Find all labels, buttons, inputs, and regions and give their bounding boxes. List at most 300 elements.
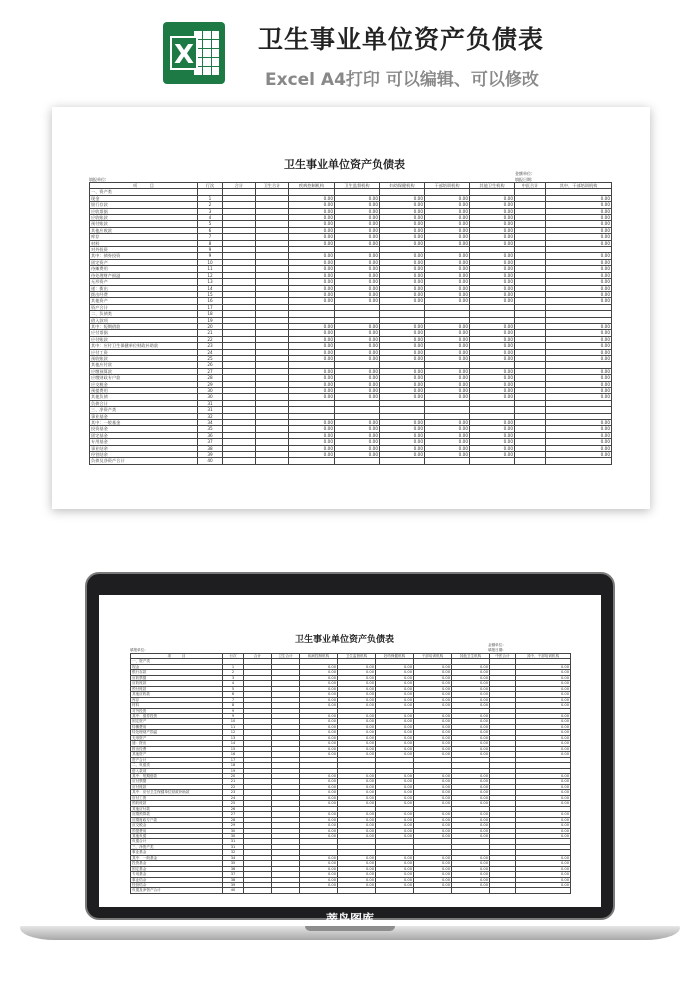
column-header: 其他卫生机构 [452, 654, 490, 659]
balance-sheet-table [89, 182, 612, 465]
row-value: 0.00 [380, 432, 425, 438]
row-value: 0.00 [425, 208, 470, 214]
row-line-number: 8 [223, 703, 244, 708]
row-value: 0.00 [338, 703, 376, 708]
row-value: 0.00 [335, 439, 380, 445]
row-item-label: 其他应付款 [131, 806, 223, 811]
row-value: 0.00 [470, 349, 515, 355]
row-item-label: 应交税金 [90, 381, 198, 387]
row-value: 0.00 [425, 253, 470, 259]
row-value: 0.00 [425, 215, 470, 221]
row-line-number: 9 [198, 247, 223, 253]
row-item-label: 固定资产 [131, 719, 223, 724]
row-value: 0.00 [335, 336, 380, 342]
row-value: 0.00 [414, 735, 452, 740]
row-value: 0.00 [470, 298, 515, 304]
row-value: 0.00 [338, 855, 376, 860]
row-value: 0.00 [414, 784, 452, 789]
row-line-number: 19 [223, 768, 244, 773]
row-value: 0.00 [376, 670, 414, 675]
row-line-number: 31 [223, 844, 244, 849]
row-line-number: 9 [223, 713, 244, 718]
row-value: 0.00 [376, 833, 414, 838]
row-line-number: 20 [198, 323, 223, 329]
row-value: 0.00 [425, 259, 470, 265]
row-value: 0.00 [300, 703, 338, 708]
row-value: 0.00 [425, 240, 470, 246]
row-value: 0.00 [470, 259, 515, 265]
row-line-number: 23 [223, 790, 244, 795]
row-value: 0.00 [414, 861, 452, 866]
row-value: 0.00 [546, 291, 612, 297]
row-line-number: 8 [198, 240, 223, 246]
row-value: 0.00 [546, 343, 612, 349]
row-value: 0.00 [546, 240, 612, 246]
row-value: 0.00 [380, 381, 425, 387]
row-line-number: 13 [223, 735, 244, 740]
row-item-label: 应付工资 [131, 795, 223, 800]
row-value: 0.00 [300, 790, 338, 795]
row-value: 0.00 [300, 724, 338, 729]
row-value: 0.00 [452, 866, 490, 871]
row-value: 0.00 [289, 420, 335, 426]
row-value: 0.00 [414, 741, 452, 746]
row-value: 0.00 [546, 432, 612, 438]
excel-icon [163, 22, 225, 84]
row-value: 0.00 [338, 828, 376, 833]
row-value: 0.00 [470, 202, 515, 208]
row-value: 0.00 [425, 355, 470, 361]
row-value: 0.00 [380, 240, 425, 246]
row-item-label: 拨出经费 [131, 746, 223, 751]
row-value: 0.00 [516, 790, 571, 795]
row-item-label: 其中：债券投资 [131, 713, 223, 718]
row-line-number: 35 [223, 861, 244, 866]
row-line-number: 19 [198, 317, 223, 323]
row-value: 0.00 [289, 234, 335, 240]
row-value: 0.00 [380, 291, 425, 297]
row-value: 0.00 [289, 298, 335, 304]
row-value: 0.00 [452, 828, 490, 833]
row-line-number: 25 [223, 801, 244, 806]
row-value: 0.00 [338, 877, 376, 882]
row-line-number: 31 [223, 839, 244, 844]
empty-cell [452, 888, 490, 893]
row-value: 0.00 [546, 253, 612, 259]
row-value: 0.00 [546, 298, 612, 304]
row-value: 0.00 [414, 675, 452, 680]
row-value: 0.00 [335, 432, 380, 438]
empty-cell [289, 458, 335, 464]
row-value: 0.00 [425, 445, 470, 451]
row-value: 0.00 [289, 355, 335, 361]
row-line-number: 11 [223, 724, 244, 729]
row-value: 0.00 [380, 227, 425, 233]
row-value: 0.00 [516, 681, 571, 686]
row-value: 0.00 [335, 355, 380, 361]
row-value: 0.00 [470, 195, 515, 201]
row-value: 0.00 [425, 368, 470, 374]
row-value: 0.00 [335, 202, 380, 208]
row-value: 0.00 [338, 812, 376, 817]
column-header: 项 目 [131, 654, 223, 659]
row-value: 0.00 [335, 420, 380, 426]
row-item-label: 事业结余 [131, 877, 223, 882]
row-value: 0.00 [452, 795, 490, 800]
row-item-label: 其中：应付卫生保健单位财政补助款 [131, 790, 223, 795]
row-value: 0.00 [338, 784, 376, 789]
row-line-number: 37 [198, 439, 223, 445]
row-value: 0.00 [516, 773, 571, 778]
row-item-label: 应付票据 [90, 330, 198, 336]
row-value: 0.00 [380, 343, 425, 349]
row-value: 0.00 [516, 664, 571, 669]
row-line-number: 12 [198, 272, 223, 278]
row-value: 0.00 [414, 697, 452, 702]
row-value: 0.00 [380, 272, 425, 278]
row-item-label: 投资基金 [131, 861, 223, 866]
row-value: 0.00 [338, 790, 376, 795]
row-value: 0.00 [425, 349, 470, 355]
row-line-number: 36 [198, 432, 223, 438]
row-value: 0.00 [414, 801, 452, 806]
row-value: 0.00 [335, 195, 380, 201]
row-value: 0.00 [470, 227, 515, 233]
row-value: 0.00 [376, 697, 414, 702]
row-value: 0.00 [300, 833, 338, 838]
row-value: 0.00 [376, 752, 414, 757]
row-value: 0.00 [376, 872, 414, 877]
row-value: 0.00 [380, 234, 425, 240]
row-line-number: 21 [223, 779, 244, 784]
column-header: 干部培训机构 [425, 183, 470, 189]
row-value: 0.00 [452, 823, 490, 828]
row-value: 0.00 [452, 773, 490, 778]
row-value: 0.00 [516, 703, 571, 708]
row-value: 0.00 [516, 779, 571, 784]
row-value: 0.00 [335, 266, 380, 272]
row-value: 0.00 [335, 234, 380, 240]
row-line-number: 14 [198, 285, 223, 291]
row-value: 0.00 [425, 381, 470, 387]
row-value: 0.00 [414, 872, 452, 877]
row-value: 0.00 [300, 828, 338, 833]
row-item-label: 拨出经费 [90, 291, 198, 297]
row-value: 0.00 [452, 703, 490, 708]
row-value: 0.00 [516, 877, 571, 882]
row-line-number: 5 [198, 221, 223, 227]
row-value: 0.00 [516, 866, 571, 871]
row-item-label: 应交税金 [131, 823, 223, 828]
row-value: 0.00 [452, 752, 490, 757]
row-value: 0.00 [300, 877, 338, 882]
row-value: 0.00 [335, 291, 380, 297]
row-item-label: 待摊费用 [90, 266, 198, 272]
row-value: 0.00 [470, 323, 515, 329]
row-value: 0.00 [376, 795, 414, 800]
row-value: 0.00 [289, 240, 335, 246]
row-value: 0.00 [335, 285, 380, 291]
row-value: 0.00 [452, 817, 490, 822]
row-line-number: 36 [223, 866, 244, 871]
row-value: 0.00 [338, 872, 376, 877]
row-value: 0.00 [289, 266, 335, 272]
row-value: 0.00 [289, 426, 335, 432]
sheet-title: 卫生事业单位资产负债表 [295, 635, 395, 645]
row-value: 0.00 [452, 697, 490, 702]
row-value: 0.00 [376, 730, 414, 735]
row-value: 0.00 [376, 675, 414, 680]
row-line-number: 2 [198, 202, 223, 208]
row-value: 0.00 [376, 861, 414, 866]
row-value: 0.00 [546, 215, 612, 221]
row-value: 0.00 [414, 866, 452, 871]
row-item-label: 其他资产 [131, 752, 223, 757]
row-value: 0.00 [414, 812, 452, 817]
row-value: 0.00 [452, 713, 490, 718]
row-value: 0.00 [335, 394, 380, 400]
row-line-number: 3 [198, 208, 223, 214]
row-value: 0.00 [546, 394, 612, 400]
row-value: 0.00 [289, 343, 335, 349]
row-item-label: 事业基金 [90, 413, 198, 419]
row-value: 0.00 [380, 215, 425, 221]
row-value: 0.00 [289, 394, 335, 400]
row-value: 0.00 [335, 215, 380, 221]
empty-cell [300, 888, 338, 893]
row-value: 0.00 [425, 388, 470, 394]
row-value: 0.00 [380, 208, 425, 214]
row-line-number: 13 [198, 279, 223, 285]
sheet-title: 卫生事业单位资产负债表 [284, 158, 405, 171]
row-value: 0.00 [289, 202, 335, 208]
column-header: 干部培训机构 [414, 654, 452, 659]
row-item-label: 应收账款 [90, 215, 198, 221]
row-value: 0.00 [470, 272, 515, 278]
row-value: 0.00 [414, 817, 452, 822]
row-value: 0.00 [376, 735, 414, 740]
row-value: 0.00 [470, 208, 515, 214]
row-value: 0.00 [452, 790, 490, 795]
row-value: 0.00 [289, 253, 335, 259]
row-value: 0.00 [516, 675, 571, 680]
row-value: 0.00 [452, 877, 490, 882]
row-value: 0.00 [380, 221, 425, 227]
row-item-label: 应缴财政专户款 [90, 375, 198, 381]
row-line-number: 9 [223, 708, 244, 713]
row-line-number: 6 [198, 227, 223, 233]
row-item-label: 应缴预算款 [90, 368, 198, 374]
row-item-label: 预提费用 [131, 828, 223, 833]
row-value: 0.00 [300, 741, 338, 746]
row-line-number: 1 [198, 195, 223, 201]
row-value: 0.00 [335, 259, 380, 265]
row-value: 0.00 [452, 735, 490, 740]
row-value: 0.00 [380, 445, 425, 451]
row-value: 0.00 [335, 426, 380, 432]
column-header: 合计 [223, 183, 256, 189]
row-line-number: 6 [223, 692, 244, 697]
row-value: 0.00 [338, 833, 376, 838]
excel-x-letter: X [170, 36, 198, 70]
row-item-label: 固定基金 [131, 866, 223, 871]
row-value: 0.00 [338, 719, 376, 724]
empty-cell [425, 458, 470, 464]
row-item-label: 投资基金 [90, 426, 198, 432]
row-item-label: 其中：一般基金 [90, 420, 198, 426]
row-value: 0.00 [338, 801, 376, 806]
empty-cell [335, 458, 380, 464]
row-value: 0.00 [380, 394, 425, 400]
row-value: 0.00 [452, 779, 490, 784]
row-line-number: 29 [223, 823, 244, 828]
row-value: 0.00 [376, 866, 414, 871]
row-value: 0.00 [425, 343, 470, 349]
row-value: 0.00 [300, 719, 338, 724]
row-value: 0.00 [289, 375, 335, 381]
row-value: 0.00 [335, 272, 380, 278]
sheet-amount-unit-label: 金额单位: [488, 642, 504, 647]
row-value: 0.00 [376, 719, 414, 724]
row-value: 0.00 [376, 686, 414, 691]
row-value: 0.00 [546, 349, 612, 355]
row-value: 0.00 [376, 681, 414, 686]
row-value: 0.00 [425, 279, 470, 285]
row-value: 0.00 [425, 195, 470, 201]
row-item-label: 预收账款 [90, 355, 198, 361]
row-value: 0.00 [470, 221, 515, 227]
row-value: 0.00 [380, 439, 425, 445]
row-value: 0.00 [452, 801, 490, 806]
sheet-preview-card [52, 107, 650, 509]
row-item-label: 负债合计 [90, 400, 198, 406]
row-item-label: 对外投资 [90, 247, 198, 253]
row-item-label: 无形资产 [90, 279, 198, 285]
row-item-label: 借入款项 [131, 768, 223, 773]
row-line-number: 31 [198, 400, 223, 406]
row-item-label: 其他应收款 [131, 692, 223, 697]
row-item-label: 其他应付款 [90, 362, 198, 368]
row-value: 0.00 [516, 719, 571, 724]
row-value: 0.00 [300, 855, 338, 860]
row-value: 0.00 [300, 752, 338, 757]
column-header: 其中、干部培训机构 [516, 654, 571, 659]
row-item-label: 一、资产类 [90, 189, 198, 195]
column-header: 妇幼保健机构 [376, 654, 414, 659]
row-value: 0.00 [452, 724, 490, 729]
row-value: 0.00 [338, 692, 376, 697]
empty-cell [380, 458, 425, 464]
row-value: 0.00 [414, 670, 452, 675]
row-line-number: 15 [223, 746, 244, 751]
row-item-label: 其他应收款 [90, 227, 198, 233]
row-item-label: 负债合计 [131, 839, 223, 844]
row-value: 0.00 [414, 746, 452, 751]
row-value: 0.00 [335, 208, 380, 214]
row-value: 0.00 [425, 394, 470, 400]
row-item-label: 银行存款 [90, 202, 198, 208]
row-line-number: 9 [198, 253, 223, 259]
row-value: 0.00 [546, 195, 612, 201]
row-value: 0.00 [300, 817, 338, 822]
row-value: 0.00 [289, 279, 335, 285]
row-line-number: 40 [223, 888, 244, 893]
row-value: 0.00 [338, 741, 376, 746]
row-value: 0.00 [470, 368, 515, 374]
row-line-number: 12 [223, 730, 244, 735]
row-line-number: 30 [198, 388, 223, 394]
row-item-label: 应缴预算款 [131, 812, 223, 817]
row-value: 0.00 [289, 368, 335, 374]
row-value: 0.00 [380, 259, 425, 265]
row-item-label: 事业结余 [90, 445, 198, 451]
row-value: 0.00 [338, 773, 376, 778]
column-header: 行次 [198, 183, 223, 189]
row-value: 0.00 [300, 713, 338, 718]
row-value: 0.00 [335, 381, 380, 387]
row-value: 0.00 [425, 323, 470, 329]
row-value: 0.00 [338, 730, 376, 735]
row-line-number: 26 [223, 806, 244, 811]
row-line-number: 26 [198, 362, 223, 368]
row-item-label: 应付工资 [90, 349, 198, 355]
row-value: 0.00 [452, 746, 490, 751]
row-value: 0.00 [376, 703, 414, 708]
page-header [0, 0, 700, 100]
sheet-unit-label: 填报单位: [89, 177, 107, 182]
row-item-label: 应付账款 [90, 336, 198, 342]
row-item-label: 对外投资 [131, 708, 223, 713]
row-value: 0.00 [546, 330, 612, 336]
column-header: 疾病控制机构 [289, 183, 335, 189]
row-item-label: 资产合计 [131, 757, 223, 762]
row-line-number: 35 [198, 426, 223, 432]
row-line-number: 37 [223, 872, 244, 877]
row-line-number: 25 [198, 355, 223, 361]
row-value: 0.00 [380, 266, 425, 272]
row-value: 0.00 [546, 208, 612, 214]
table-row [131, 888, 571, 893]
row-value: 0.00 [376, 817, 414, 822]
column-header: 项 目 [90, 183, 198, 189]
row-value: 0.00 [338, 686, 376, 691]
row-item-label: 三、净资产类 [131, 844, 223, 849]
row-value: 0.00 [338, 697, 376, 702]
row-value: 0.00 [289, 227, 335, 233]
row-value: 0.00 [452, 741, 490, 746]
row-line-number: 18 [223, 763, 244, 768]
row-line-number: 31 [198, 407, 223, 413]
row-value: 0.00 [546, 259, 612, 265]
row-value: 0.00 [470, 388, 515, 394]
brand-watermark: 蒂鸟图库 [325, 912, 374, 926]
row-item-label: 预付账款 [90, 221, 198, 227]
empty-cell [256, 458, 289, 464]
row-value: 0.00 [380, 388, 425, 394]
row-item-label: 三、净资产类 [90, 407, 198, 413]
row-value: 0.00 [470, 394, 515, 400]
row-value: 0.00 [376, 773, 414, 778]
row-value: 0.00 [335, 368, 380, 374]
row-value: 0.00 [414, 855, 452, 860]
row-line-number: 21 [198, 330, 223, 336]
row-value: 0.00 [546, 426, 612, 432]
row-line-number: 16 [223, 752, 244, 757]
row-value: 0.00 [376, 855, 414, 860]
row-value: 0.00 [516, 735, 571, 740]
sheet-date-label: 填报日期: [515, 177, 533, 182]
row-value: 0.00 [546, 368, 612, 374]
